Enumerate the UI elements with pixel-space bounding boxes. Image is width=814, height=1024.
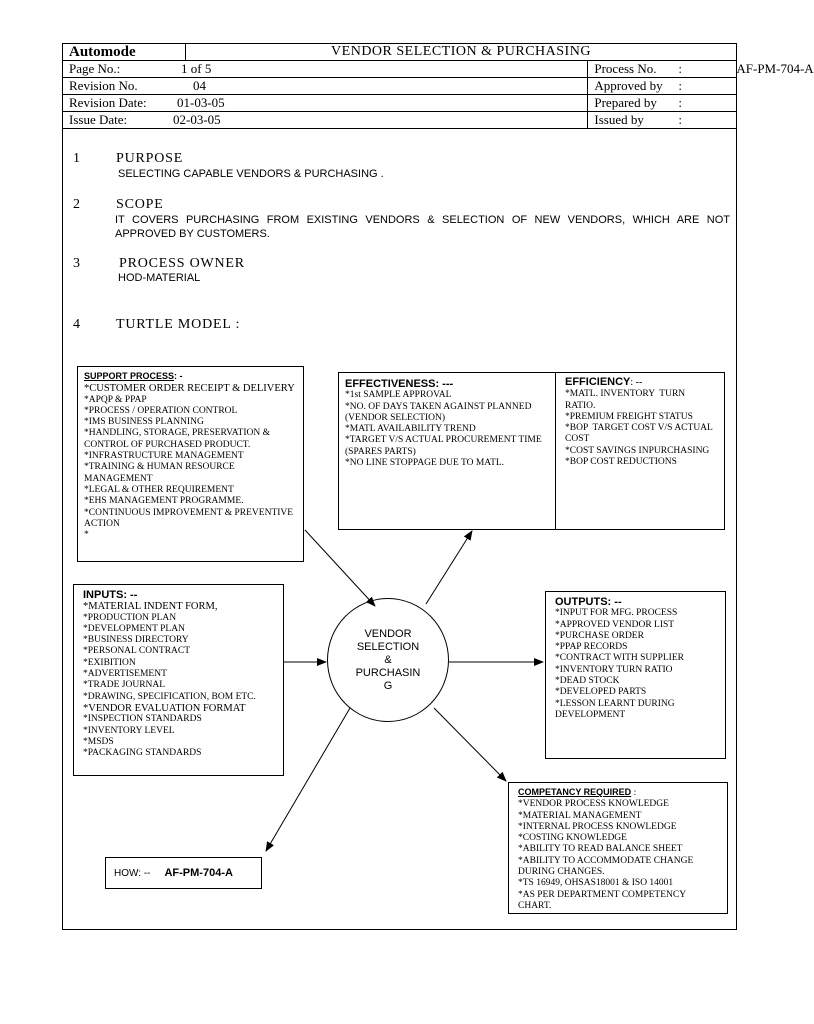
outputs-box	[545, 591, 726, 759]
arrow-center-to-competency	[434, 708, 506, 781]
section-2-body: IT COVERS PURCHASING FROM EXISTING VENDORS & SELECTION OF NEW VENDORS, WHICH ARE NOT APPROVED BY CUSTOMERS.	[115, 214, 730, 240]
competency-item: *AS PER DEPARTMENT COMPETENCY CHART.	[518, 889, 689, 911]
inputs-item: *MATERIAL INDENT FORM,	[83, 601, 218, 613]
effectiveness-title: EFFECTIVENESS: ---	[345, 378, 454, 390]
inputs-item: *TRADE JOURNAL	[83, 680, 166, 691]
inputs-title: INPUTS: --	[83, 589, 138, 601]
support-process-title-suffix: : -	[174, 371, 183, 381]
center-line: G	[383, 679, 393, 692]
support-item: *APQP & PPAP	[84, 394, 147, 405]
how-box	[105, 857, 262, 889]
competency-title: COMPETANCY REQUIRED	[518, 787, 632, 797]
arrow-support-to-center	[305, 530, 375, 606]
outputs-title: OUTPUTS: --	[555, 596, 622, 608]
efficiency-item: *MATL. INVENTORY TURN RATIO.	[565, 389, 688, 411]
section-3-body: HOD-MATERIAL	[118, 272, 201, 284]
section-1-body: SELECTING CAPABLE VENDORS & PURCHASING .	[118, 168, 384, 180]
center-line: VENDOR	[364, 627, 412, 640]
inputs-item: *INSPECTION STANDARDS	[83, 714, 202, 725]
issue-date-label: Issue Date:	[69, 112, 128, 127]
competency-item: *ABILITY TO READ BALANCE SHEET	[518, 844, 683, 855]
competency-item: *INTERNAL PROCESS KNOWLEDGE	[518, 821, 677, 832]
inputs-box	[73, 584, 284, 776]
efficiency-title-suffix: : --	[630, 377, 643, 388]
support-item: *TRAINING & HUMAN RESOURCE MANAGEMENT	[84, 462, 238, 484]
inputs-item: *EXIBITION	[83, 657, 136, 668]
prepared-by-label: Prepared by	[594, 95, 657, 110]
effectiveness-box	[338, 372, 556, 530]
section-2-number: 2	[73, 197, 80, 212]
section-1-title: PURPOSE	[116, 151, 184, 166]
support-item: *INFRASTRUCTURE MANAGEMENT	[84, 451, 244, 462]
efficiency-box	[555, 372, 725, 530]
competency-title-suffix: :	[631, 788, 637, 798]
center-line: SELECTION	[356, 640, 420, 653]
support-item: *LEGAL & OTHER REQUIREMENT	[84, 484, 234, 495]
effectiveness-item: *TARGET V/S ACTUAL PROCUREMENT TIME (SPARES PARTS)	[345, 435, 545, 457]
process-no-label: Process No.	[594, 61, 657, 76]
efficiency-item: *PREMIUM FREIGHT STATUS	[565, 411, 693, 422]
inputs-item: *MSDS	[83, 736, 114, 747]
revision-no-value: 04	[193, 78, 206, 93]
competency-item: *TS 16949, OHSAS18001 & ISO 14001	[518, 878, 674, 889]
inputs-item: *DEVELOPMENT PLAN	[83, 623, 185, 634]
efficiency-item: *COST SAVINGS INPURCHASING	[565, 445, 710, 456]
efficiency-item: *BOP COST REDUCTIONS	[565, 457, 677, 468]
center-line: &	[384, 653, 392, 666]
process-no-value: AF-PM-704-A	[736, 61, 814, 76]
support-process-title: SUPPORT PROCESS	[84, 371, 175, 381]
efficiency-title: EFFICIENCY	[565, 376, 631, 388]
effectiveness-item: *NO LINE STOPPAGE DUE TO MATL.	[345, 458, 505, 469]
inputs-item: *PRODUCTION PLAN	[83, 612, 177, 623]
issued-by-colon: :	[678, 112, 682, 127]
support-item: *HANDLING, STORAGE, PRESERVATION & CONTROL OF PURCHASED PRODUCT.	[84, 428, 273, 450]
competency-item: *COSTING KNOWLEDGE	[518, 833, 627, 844]
inputs-item: *PACKAGING STANDARDS	[83, 748, 202, 759]
section-4-number: 4	[73, 317, 80, 332]
inputs-item: *BUSINESS DIRECTORY	[83, 635, 189, 646]
support-item: *CONTINUOUS IMPROVEMENT & PREVENTIVE ACTION	[84, 507, 295, 529]
support-process-box	[77, 366, 304, 562]
arrow-center-to-effectiveness	[426, 531, 472, 604]
inputs-item: *DRAWING, SPECIFICATION, BOM ETC.	[83, 691, 256, 702]
section-1-number: 1	[73, 151, 80, 166]
support-item: *EHS MANAGEMENT PROGRAMME.	[84, 496, 244, 507]
page-no-label: Page No.:	[69, 61, 121, 76]
section-4-title: TURTLE MODEL :	[116, 317, 241, 332]
inputs-item: *INVENTORY LEVEL	[83, 725, 175, 736]
outputs-item: *CONTRACT WITH SUPPLIER	[555, 653, 684, 664]
support-item: *IMS BUSINESS PLANNING	[84, 417, 204, 428]
section-2-title: SCOPE	[116, 197, 164, 212]
how-value: AF-PM-704-A	[164, 867, 233, 879]
outputs-item: *PURCHASE ORDER	[555, 630, 644, 641]
competency-box	[508, 782, 728, 914]
inputs-item: *VENDOR EVALUATION FORMAT	[83, 702, 246, 714]
outputs-item: *PPAP RECORDS	[555, 642, 628, 653]
center-line: PURCHASIN	[355, 666, 421, 679]
approved-by-label: Approved by	[594, 78, 663, 93]
outputs-item: *DEVELOPED PARTS	[555, 687, 647, 698]
outputs-item: *LESSON LEARNT DURING DEVELOPMENT	[555, 698, 678, 720]
document-title: VENDOR SELECTION & PURCHASING	[186, 44, 737, 61]
page-no-value: 1 of 5	[181, 61, 212, 76]
competency-item: *ABILITY TO ACCOMMODATE CHANGE DURING CHANGES.	[518, 855, 696, 878]
support-item: *CUSTOMER ORDER RECEIPT & DELIVERY	[84, 383, 295, 395]
competency-item: *VENDOR PROCESS KNOWLEDGE	[518, 799, 669, 810]
section-3-number: 3	[73, 256, 80, 271]
revision-date-label: Revision Date:	[69, 95, 147, 110]
support-item: *	[84, 530, 89, 541]
outputs-item: *INVENTORY TURN RATIO	[555, 664, 673, 675]
issue-date-value: 02-03-05	[173, 112, 221, 127]
effectiveness-item: *NO. OF DAYS TAKEN AGAINST PLANNED (VENDOR SELECTION)	[345, 401, 534, 423]
process-no-colon: :	[678, 61, 682, 76]
revision-no-label: Revision No.	[69, 78, 138, 93]
outputs-item: *APPROVED VENDOR LIST	[555, 619, 675, 630]
inputs-item: *ADVERTISEMENT	[83, 669, 167, 680]
process-center-oval	[327, 598, 449, 722]
inputs-item: *PERSONAL CONTRACT	[83, 646, 191, 657]
how-label: HOW: --	[114, 867, 151, 879]
outputs-item: *DEAD STOCK	[555, 676, 620, 687]
prepared-by-colon: :	[678, 95, 682, 110]
issued-by-label: Issued by	[594, 112, 644, 127]
support-item: *PROCESS / OPERATION CONTROL	[84, 405, 238, 416]
approved-by-colon: :	[678, 78, 682, 93]
effectiveness-item: *MATL AVAILABILITY TREND	[345, 424, 476, 435]
competency-item: *MATERIAL MANAGEMENT	[518, 810, 642, 821]
company-name: Automode	[63, 44, 186, 61]
outputs-item: *INPUT FOR MFG. PROCESS	[555, 608, 678, 619]
section-3-title: PROCESS OWNER	[119, 256, 245, 271]
effectiveness-item: *1st SAMPLE APPROVAL	[345, 390, 452, 401]
revision-date-value: 01-03-05	[177, 95, 225, 110]
efficiency-item: *BOP TARGET COST V/S ACTUAL COST	[565, 423, 715, 445]
